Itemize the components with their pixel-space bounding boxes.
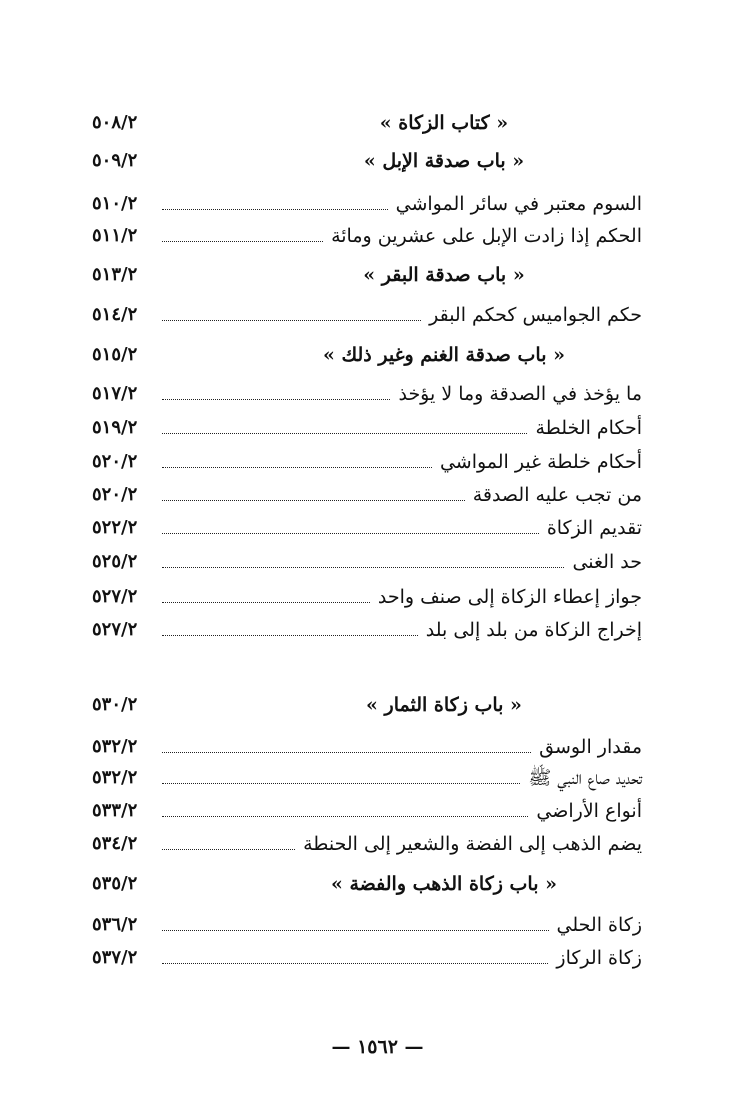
page-ref: ٥٢٥/٢ [92,551,138,572]
toc-heading [92,108,642,138]
page-number: — ١٥٦٢ — [331,1036,424,1058]
page-ref: ٥٠٨/٢ [92,112,138,133]
dot-leader [162,963,548,964]
section-title: « باب صدقة الإبل » [363,150,525,172]
toc-entry [92,582,642,612]
toc-entry [92,480,642,510]
toc-entry [92,379,642,409]
entry-title: تقديم الزكاة [546,517,642,539]
page-ref: ٥٢٢/٢ [92,517,138,538]
page-ref: ٥١٣/٢ [92,264,138,285]
dot-leader [162,433,527,434]
toc-entry [92,763,642,793]
toc-entry [92,447,642,477]
dot-leader [162,399,390,400]
dot-leader [162,783,520,784]
section-title: « كتاب الزكاة » [379,112,509,134]
toc-entry [92,300,642,330]
page-ref: ٥٣٢/٢ [92,767,138,788]
dot-leader [162,533,539,534]
toc-heading [92,146,642,176]
section-title: « باب زكاة الذهب والفضة » [331,873,557,895]
toc-entry [92,413,642,443]
toc-entry [92,513,642,543]
dot-leader [162,635,418,636]
page-ref: ٥١٤/٢ [92,304,138,325]
toc-heading [92,690,642,720]
entry-title: تحديد صاع النبي ﷺ [528,767,642,789]
toc-entry [92,943,642,973]
toc-heading [92,260,642,290]
page-ref: ٥١٩/٢ [92,417,138,438]
page-ref: ٥٢٠/٢ [92,451,138,472]
toc-entry [92,615,642,645]
entry-title: أنواع الأراضي [536,800,642,822]
dot-leader [162,849,295,850]
page-ref: ٥١١/٢ [92,225,138,246]
page-ref: ٥٠٩/٢ [92,150,138,171]
dot-leader [162,602,370,603]
entry-title: ما يؤخذ في الصدقة وما لا يؤخذ [398,383,642,405]
dot-leader [162,209,388,210]
entry-title: من تجب عليه الصدقة [472,484,642,506]
page-ref: ٥٣٢/٢ [92,736,138,757]
entry-title: يضم الذهب إلى الفضة والشعير إلى الحنطة [303,833,642,855]
toc-entry [92,547,642,577]
dot-leader [162,500,465,501]
section-title: « باب زكاة الثمار » [366,694,522,716]
page-ref: ٥١٧/٢ [92,383,138,404]
page-ref: ٥٣٥/٢ [92,873,138,894]
entry-title: مقدار الوسق [539,736,642,758]
entry-title: السوم معتبر في سائر المواشي [395,193,642,215]
entry-title: زكاة الحلي [556,914,642,936]
dot-leader [162,816,528,817]
dot-leader [162,752,531,753]
dot-leader [162,467,432,468]
entry-title: زكاة الركاز [556,947,642,969]
toc-entry [92,189,642,219]
page-ref: ٥٣٧/٢ [92,947,138,968]
page-ref: ٥٢٧/٢ [92,619,138,640]
toc-entry [92,829,642,859]
toc-entry [92,732,642,762]
section-title: « باب صدقة الغنم وغير ذلك » [323,344,565,366]
page-ref: ٥١٠/٢ [92,193,138,214]
toc-entry [92,796,642,826]
page-ref: ٥٢٧/٢ [92,586,138,607]
entry-title: الحكم إذا زادت الإبل على عشرين ومائة [331,225,642,247]
toc-entry [92,910,642,940]
entry-title: إخراج الزكاة من بلد إلى بلد [425,619,642,641]
dot-leader [162,567,564,568]
entry-title: أحكام الخلطة [535,417,642,439]
toc-heading [92,340,642,370]
dot-leader [162,930,549,931]
section-title: « باب صدقة البقر » [363,264,525,286]
dot-leader [162,241,323,242]
page-ref: ٥٣٠/٢ [92,694,138,715]
page-ref: ٥١٥/٢ [92,344,138,365]
page-ref: ٥٢٠/٢ [92,484,138,505]
dot-leader [162,320,421,321]
entry-title: جواز إعطاء الزكاة إلى صنف واحد [377,586,642,608]
toc-heading [92,869,642,899]
entry-title: حد الغنى [572,551,642,573]
page-ref: ٥٣٤/٢ [92,833,138,854]
toc-entry [92,221,642,251]
entry-title: أحكام خلطة غير المواشي [439,451,642,473]
page-ref: ٥٣٣/٢ [92,800,138,821]
page-ref: ٥٣٦/٢ [92,914,138,935]
entry-title: حكم الجواميس كحكم البقر [429,304,642,326]
